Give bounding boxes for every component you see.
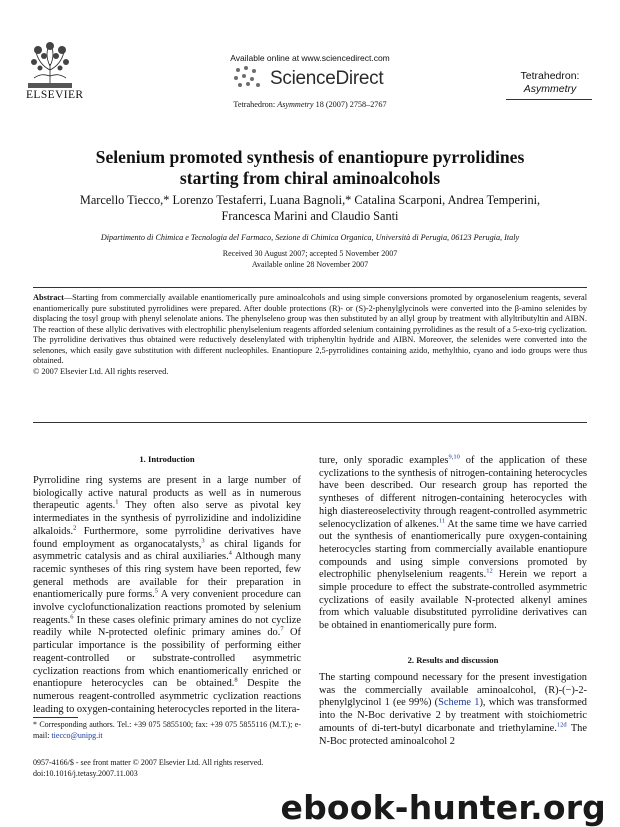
footnote-text: * Corresponding authors. Tel.: +39 075 5855100; fax: +39 075 5855116 (M.T.); e-mail: [33,720,301,740]
abstract-bottom-rule [33,422,587,423]
front-matter-footer [33,758,333,779]
journal-name-line1: Tetrahedron: [520,70,580,82]
abstract-copyright: © 2007 Elsevier Ltd. All rights reserved. [33,366,169,376]
sciencedirect-wordmark: ScienceDirect [270,68,384,89]
authors-line-2: Francesca Marini and Claudio Santi [221,209,399,223]
citation-journal: Asymmetry [277,100,314,109]
issn-line: 0957-4166/$ - see front matter © 2007 Elsevier Ltd. All rights reserved. [33,758,264,767]
abstract-top-rule [33,287,587,288]
journal-name-rule [506,99,592,100]
available-online-text: Available online at www.sciencedirect.com [230,53,390,63]
doi-line: doi:10.1016/j.tetasy.2007.11.003 [33,768,138,778]
abstract-text: —Starting from commercially available enantiomerically pure aminoalcohols and using simple conversions promoted by organoselenium reagents, several enantiomerically pure substituted pyrrolidines were prepared. After double protections (R)- or (S)-2-phenylglycinols were converted into the β-amino selenides by displacing the tosyl group with phenyl selenolate anions. The phenylseleno group was then substituted by an allyl group by treatment with allyltributyltin and AIBN. The reaction of these allylic derivatives with electrophilic phenylselenium reagents afforded selenium containing pyrrolidines as the result of a 5-exo-trig cyclization. The pyrrolidine derivatives thus obtained were reductively deselenylated with triphenyltin hydride and AIBN. Moreover, the selenides were converted into the selenones, which easily gave substitution with different nucleophiles. Enantiopure 2,5-pyrrolidines containing azido, methylthio, cyano and iodo groups were thus obtained. [33,293,587,365]
authors-line-1: Marcello Tiecco,* Lorenzo Testaferri, Luana Bagnoli,* Catalina Scarponi, Andrea Temperini, [79,193,541,207]
citation-prefix: Tetrahedron: [233,100,276,109]
affiliation: Dipartimento di Chimica e Tecnologia del Farmaco, Sezione di Chimica Organica, Università di Perugia, 06123 Perugia, Italy [100,233,520,242]
elsevier-tree-logo [28,40,72,88]
results-body: The starting compound necessary for the present investigation was the commercially available aminoalcohol, (R)-(−)-2-phenylglycinol 1 (ee 99%) (Scheme 1), which was transformed into the N-Boc derivative 2 by treatment with stoichiometric amounts of di-tert-butyl dicarbonate and triethylamine.$^{12d}$ The N-Boc protected aminoalcohol 2 [319,672,587,747]
title-line-2: starting from chiral aminoalcohols [179,168,441,188]
citation-volume: 18 (2007) 2758–2767 [315,100,387,109]
journal-name-line2: Asymmetry [523,83,577,95]
received-date: Received 30 August 2007; accepted 5 November 2007 [222,249,398,258]
watermark: ebook-hunter.org [280,788,606,827]
journal-name [500,70,600,96]
introduction-body: Pyrrolidine ring systems are present in a large number of biologically active natural products as well as in numerous therapeutic agents.$^1$ They often also serve as pivotal key intermediates in the synthesis of pyrrolizidine and indolizidine alkaloids.$^2$ Furthermore, some pyrrolidine derivatives have found employment as organocatalysts,$^3$ as chiral ligands for asymmetric catalysis and as chiral auxiliaries.$^4$ Although many racemic syntheses of this ring system have been reported, few general methods are available for their preparation in enantiomerically pure forms.$^5$ A very convenient procedure can involve cyclofunctionalization reactions promoted by selenium reagents.$^6$ In these cases olefinic primary amines do not cyclize readily while N-protected olefinic primary amines do.$^7$ Of particular importance is the possibility of performing either reagent-controlled or substrate-controlled asymmetric cyclization reactions from which enantiomerically enriched or enantiopure heterocycles can be obtained.$^8$ Despite the numerous reagent-controlled asymmetric cyclization reactions leading to oxygen-containing heterocycles reported in the litera- [33,475,301,715]
publisher-name: ELSEVIER [26,89,84,101]
footnote-rule [33,717,78,718]
title-line-1: Selenium promoted synthesis of enantiopure pyrrolidines [95,147,525,167]
author-email-link[interactable]: tiecco@unipg.it [51,730,103,740]
article-title [20,147,600,189]
abstract [33,293,587,377]
authors [10,192,610,224]
journal-citation [170,100,450,109]
introduction-heading: 1. Introduction [139,454,195,464]
introduction-continued: ture, only sporadic examples$^{9,10}$ of the application of these cyclizations to the synthesis of nitrogen-containing heterocycles have been described. Our research group has reported the syntheses of different nitrogen-containing heterocycles with high diastereoselectivity through reagent-controlled asymmetric selenocyclization of alkenes.$^{11}$ At the same time we have carried out the synthesis of enantiomerically pure oxygen-containing heterocycles starting from commercially available enantiopure compounds and using simple conversions promoted by electrophilic phenylselenium reagents.$^{12}$ Herein we report a simple procedure to effect the substrate-controlled asymmetric cyclizations of easily available N-protected alkenyl amines from which valuable disubstituted pyrrolidine derivatives can be obtained in enantiomerically pure form. [319,453,587,632]
online-date: Available online 28 November 2007 [251,259,369,269]
abstract-label: Abstract [33,293,64,302]
corresponding-footnote [33,720,301,741]
article-dates [160,249,460,270]
scheme-1-link[interactable]: Scheme 1 [438,697,480,709]
sciencedirect-dots-icon [232,66,268,90]
results-heading: 2. Results and discussion [407,655,499,665]
